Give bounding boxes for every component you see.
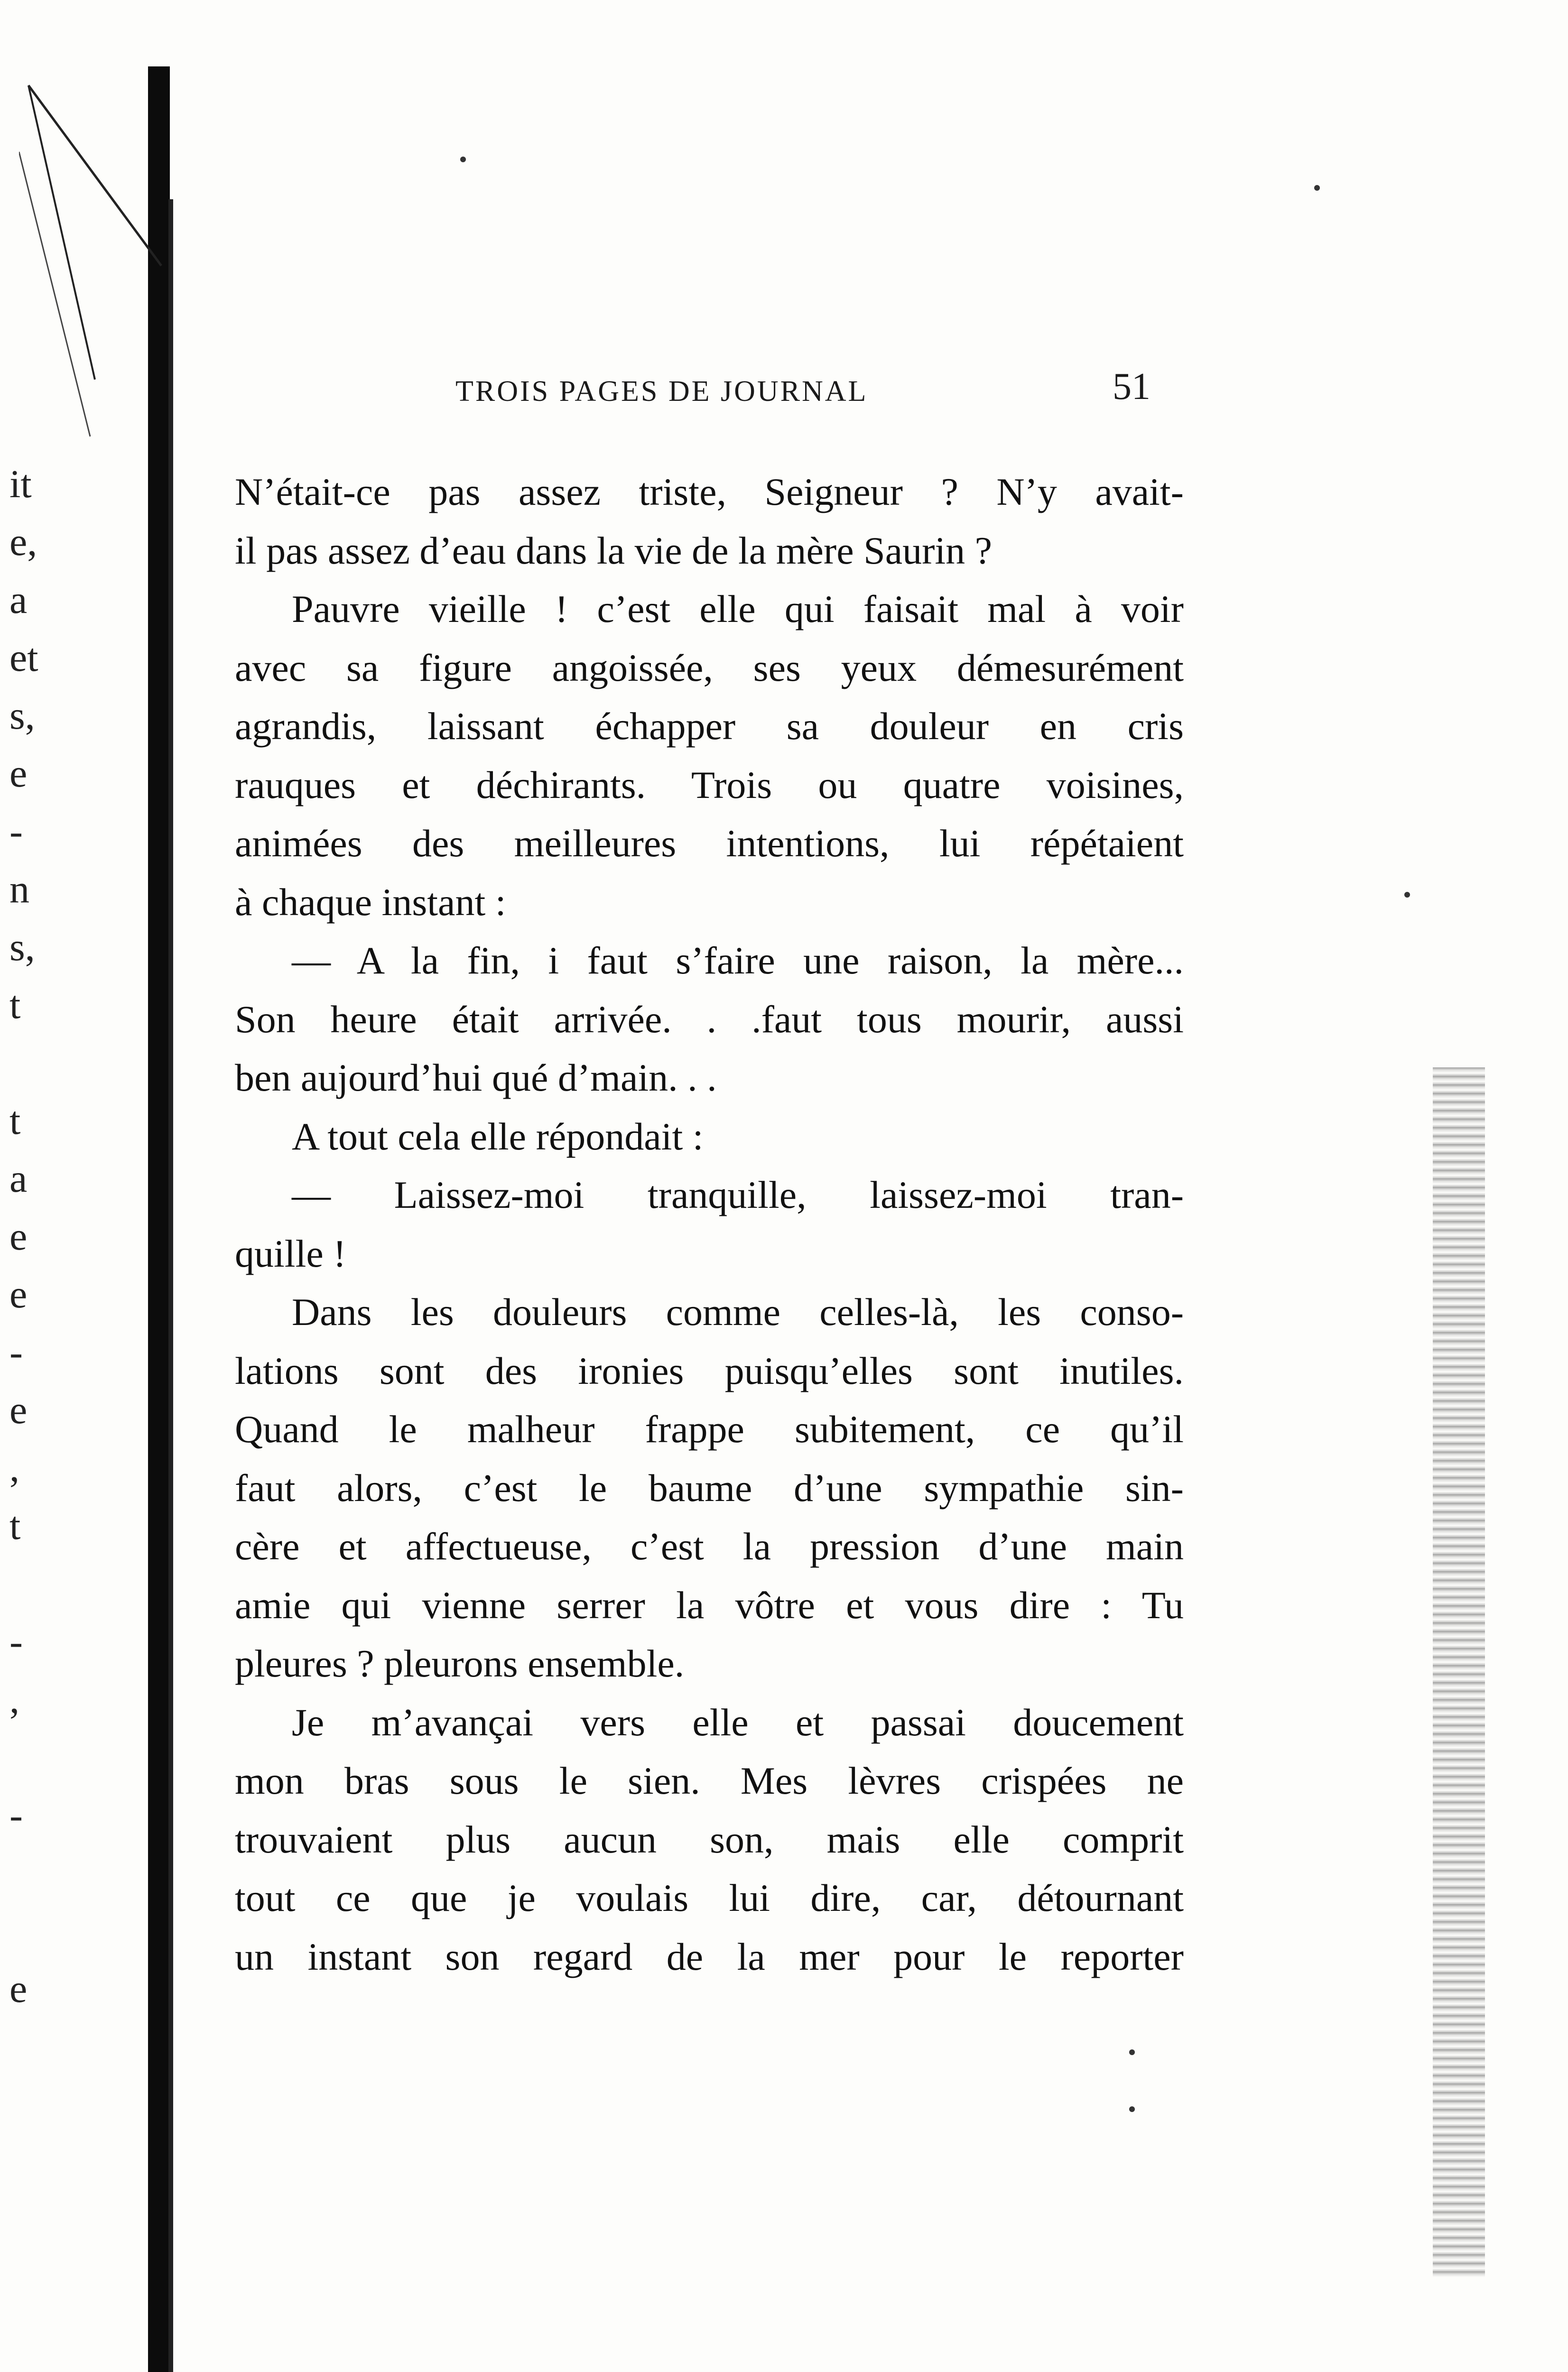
text-line: — A la fin, i faut s’faire une raison, la mère... (292, 939, 1184, 982)
text-line: rauques et déchirants. Trois ou quatre voisines, (235, 763, 1184, 806)
text-line: faut alors, c’est le baume d’une sympathie sin- (235, 1466, 1184, 1510)
margin-fragment: e (9, 1214, 28, 1259)
speck (1129, 2049, 1135, 2055)
margin-fragment (9, 1729, 66, 1787)
margin-fragment (9, 1034, 66, 1092)
margin-fragment: t (9, 1099, 21, 1143)
margin-fragment: e (9, 1967, 28, 2011)
margin-fragment: a (9, 1157, 28, 1201)
text-line: à chaque instant : (235, 880, 506, 924)
margin-fragment: - (9, 1330, 23, 1374)
margin-fragment: s, (9, 925, 35, 969)
margin-fragment: n (9, 867, 29, 911)
text-line: animées des meilleures intentions, lui répétaient (235, 822, 1184, 865)
margin-fragment: t (9, 1504, 21, 1548)
margin-fragment: e (9, 1388, 28, 1432)
text-line: lations sont des ironies puisqu’elles sont inutiles. (235, 1349, 1184, 1392)
speck (460, 157, 466, 162)
margin-fragment: e (9, 751, 28, 796)
text-line: Pauvre vieille ! c’est elle qui faisait mal à voir (292, 587, 1184, 630)
binding-shadow (168, 199, 173, 2372)
margin-fragment (9, 1844, 66, 1902)
pencil-scratch-marks (19, 66, 209, 446)
page-number: 51 (1113, 366, 1150, 408)
body-text (235, 463, 1184, 1986)
speck (1404, 892, 1410, 898)
margin-fragment: e, (9, 520, 37, 564)
margin-fragment: , (9, 1677, 19, 1722)
margin-fragment: - (9, 809, 23, 853)
text-line: A tout cela elle répondait : (292, 1114, 704, 1158)
text-line: trouvaient plus aucun son, mais elle comprit (235, 1817, 1184, 1861)
text-line: mon bras sous le sien. Mes lèvres crispées ne (235, 1759, 1184, 1802)
text-line: un instant son regard de la mer pour le reporter (235, 1935, 1184, 1978)
margin-fragment (9, 1902, 66, 1960)
text-line: Son heure était arrivée. . .faut tous mourir, aussi (235, 997, 1184, 1041)
text-line: amie qui vienne serrer la vôtre et vous dire : Tu (235, 1583, 1184, 1627)
text-line: Je m’avançai vers elle et passai doucement (292, 1700, 1184, 1744)
facing-page-fragments (9, 455, 66, 2018)
margin-fragment: , (9, 1446, 19, 1490)
text-line: Dans les douleurs comme celles-là, les conso- (292, 1290, 1184, 1334)
margin-fragment: it (9, 462, 32, 506)
margin-fragment: t (9, 983, 21, 1027)
margin-fragment: s, (9, 694, 35, 738)
text-line: quille ! (235, 1232, 346, 1275)
margin-fragment (9, 1555, 66, 1613)
running-header: TROIS PAGES DE JOURNAL (455, 375, 868, 408)
text-line: — Laissez-moi tranquille, laissez-moi tran- (292, 1173, 1184, 1216)
right-edge-noise (1433, 1067, 1485, 2277)
text-line: cère et affectueuse, c’est la pression d’une main (235, 1525, 1184, 1568)
text-line: agrandis, laissant échapper sa douleur en cris (235, 704, 1184, 748)
margin-fragment: et (9, 636, 38, 680)
margin-fragment: a (9, 578, 28, 622)
text-line: Quand le malheur frappe subitement, ce qu’il (235, 1408, 1184, 1451)
margin-fragment: e (9, 1272, 28, 1316)
text-line: avec sa figure angoissée, ses yeux démesurément (235, 646, 1184, 689)
margin-fragment: - (9, 1620, 23, 1664)
text-line: il pas assez d’eau dans la vie de la mère Saurin ? (235, 528, 993, 572)
text-line: ben aujourd’hui qué d’main. . . (235, 1056, 717, 1099)
text-line: pleures ? pleurons ensemble. (235, 1642, 685, 1685)
text-line: tout ce que je voulais lui dire, car, détournant (235, 1876, 1184, 1919)
text-line: N’était-ce pas assez triste, Seigneur ? N’y avait- (235, 470, 1184, 513)
margin-fragment: - (9, 1793, 23, 1837)
speck (1314, 185, 1320, 191)
speck (1129, 2106, 1135, 2112)
